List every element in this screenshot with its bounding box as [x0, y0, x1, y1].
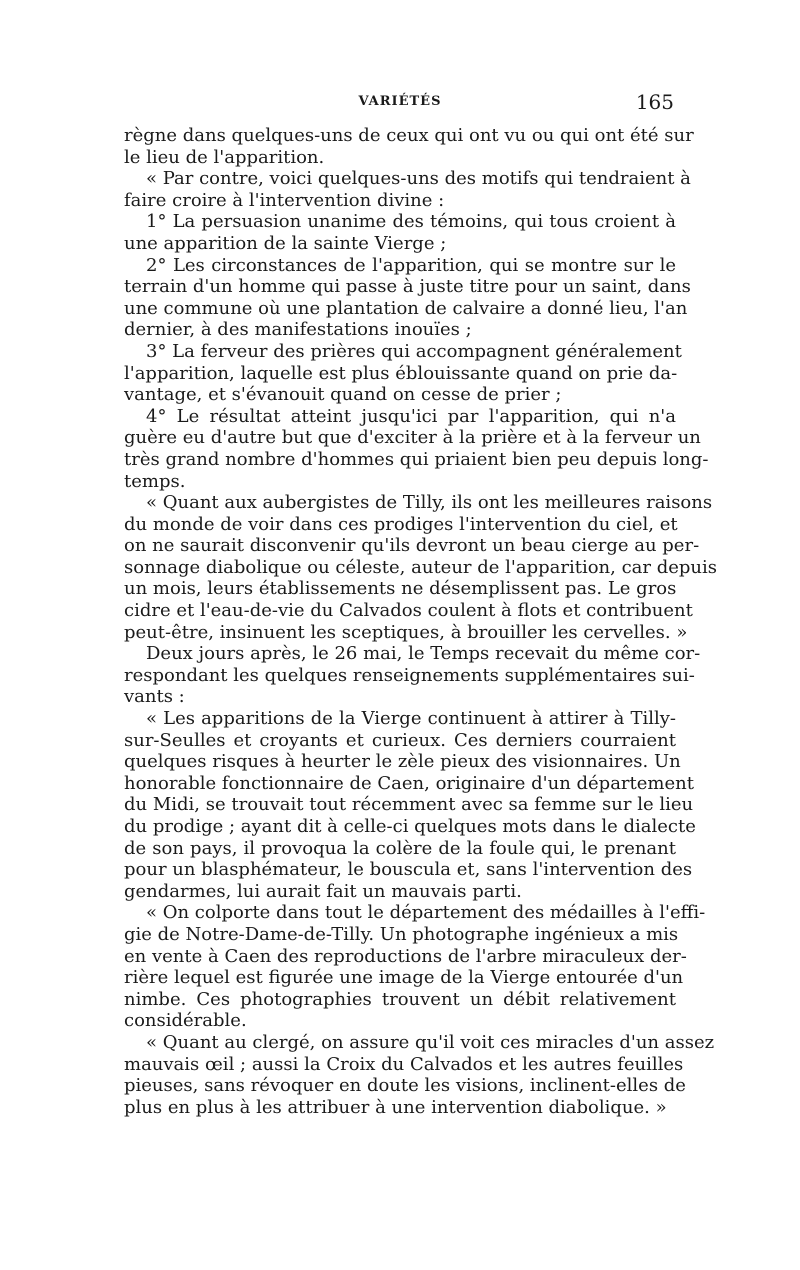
text-line: 4° Le résultat atteint jusqu'ici par l'apparition, qui n'a: [146, 405, 676, 427]
text-line: du monde de voir dans ces prodiges l'intervention du ciel, et: [124, 513, 678, 535]
running-head: VARIÉTÉS: [358, 94, 442, 109]
body-text: [124, 125, 718, 1118]
text-line: « Quant au clergé, on assure qu'il voit ces miracles d'un assez: [146, 1031, 715, 1053]
text-line: 3° La ferveur des prières qui accompagnent généralement: [146, 340, 682, 362]
text-line: « Par contre, voici quelques-uns des motifs qui tendraient à: [146, 168, 691, 190]
page-number: 165: [635, 90, 674, 114]
text-line: cidre et l'eau-de-vie du Calvados coulent à flots et contribuent: [124, 600, 693, 622]
text-line: honorable fonctionnaire de Caen, originaire d'un département: [124, 772, 694, 794]
text-line: mauvais œil ; aussi la Croix du Calvados et les autres feuilles: [124, 1053, 684, 1075]
text-line: 1° La persuasion unanime des témoins, qui tous croient à: [146, 211, 676, 233]
text-line: règne dans quelques-uns de ceux qui ont vu ou qui ont été sur: [124, 125, 694, 146]
text-line: « On colporte dans tout le département des médailles à l'effi-: [146, 902, 706, 924]
text-line: respondant les quelques renseignements supplémentaires sui-: [124, 664, 695, 686]
text-line: « Les apparitions de la Vierge continuent à attirer à Tilly-: [146, 708, 676, 730]
text-line: on ne saurait disconvenir qu'ils devront un beau cierge au per-: [124, 535, 700, 557]
text-line: sonnage diabolique ou céleste, auteur de l'apparition, car depuis: [124, 556, 718, 578]
text-line: vantage, et s'évanouit quand on cesse de prier ;: [124, 384, 562, 406]
text-line: « Quant aux aubergistes de Tilly, ils ont les meilleures raisons: [146, 492, 713, 514]
text-line: terrain d'un homme qui passe à juste titre pour un saint, dans: [124, 276, 691, 298]
text-line: le lieu de l'apparition.: [124, 146, 325, 168]
text-line: une commune où une plantation de calvaire a donné lieu, l'an: [124, 297, 688, 319]
text-line: gendarmes, lui aurait fait un mauvais parti.: [124, 880, 522, 902]
text-line: une apparition de la sainte Vierge ;: [124, 232, 447, 254]
text-line: quelques risques à heurter le zèle pieux des visionnaires. Un: [124, 751, 681, 773]
text-line: sur-Seulles et croyants et curieux. Ces derniers courraient: [124, 729, 676, 751]
text-line: considérable.: [124, 1010, 247, 1032]
text-line: du Midi, se trouvait tout récemment avec sa femme sur le lieu: [124, 794, 694, 816]
text-line: du prodige ; ayant dit à celle-ci quelques mots dans le dialecte: [124, 816, 696, 837]
text-line: l'apparition, laquelle est plus éblouissante quand on prie da-: [124, 362, 678, 384]
text-line: 2° Les circonstances de l'apparition, qui se montre sur le: [146, 254, 676, 276]
text-line: pour un blasphémateur, le bouscula et, sans l'intervention des: [124, 859, 693, 881]
text-line: peut-être, insinuent les sceptiques, à brouiller les cervelles. »: [124, 621, 688, 643]
text-line: dernier, à des manifestations inouïes ;: [124, 319, 472, 341]
text-line: vants :: [124, 686, 185, 708]
text-line: en vente à Caen des reproductions de l'arbre miraculeux der-: [124, 945, 687, 967]
text-line: plus en plus à les attribuer à une intervention diabolique. »: [124, 1096, 667, 1118]
text-line: pieuses, sans révoquer en doute les visions, inclinent-elles de: [124, 1075, 686, 1097]
text-line: un mois, leurs établissements ne désemplissent pas. Le gros: [124, 578, 677, 600]
text-line: Deux jours après, le 26 mai, le Temps recevait du même cor-: [146, 643, 701, 665]
text-line: guère eu d'autre but que d'exciter à la prière et à la ferveur un: [124, 427, 701, 449]
text-line: de son pays, il provoqua la colère de la foule qui, le prenant: [124, 837, 676, 859]
text-line: nimbe. Ces photographies trouvent un débit relativement: [124, 988, 676, 1010]
text-line: rière lequel est figurée une image de la Vierge entourée d'un: [124, 967, 684, 989]
text-line: gie de Notre-Dame-de-Tilly. Un photographe ingénieux a mis: [124, 923, 679, 945]
page-header: [126, 92, 674, 118]
text-line: temps.: [124, 470, 186, 492]
text-line: très grand nombre d'hommes qui priaient bien peu depuis long-: [124, 448, 709, 470]
text-line: faire croire à l'intervention divine :: [124, 189, 445, 211]
